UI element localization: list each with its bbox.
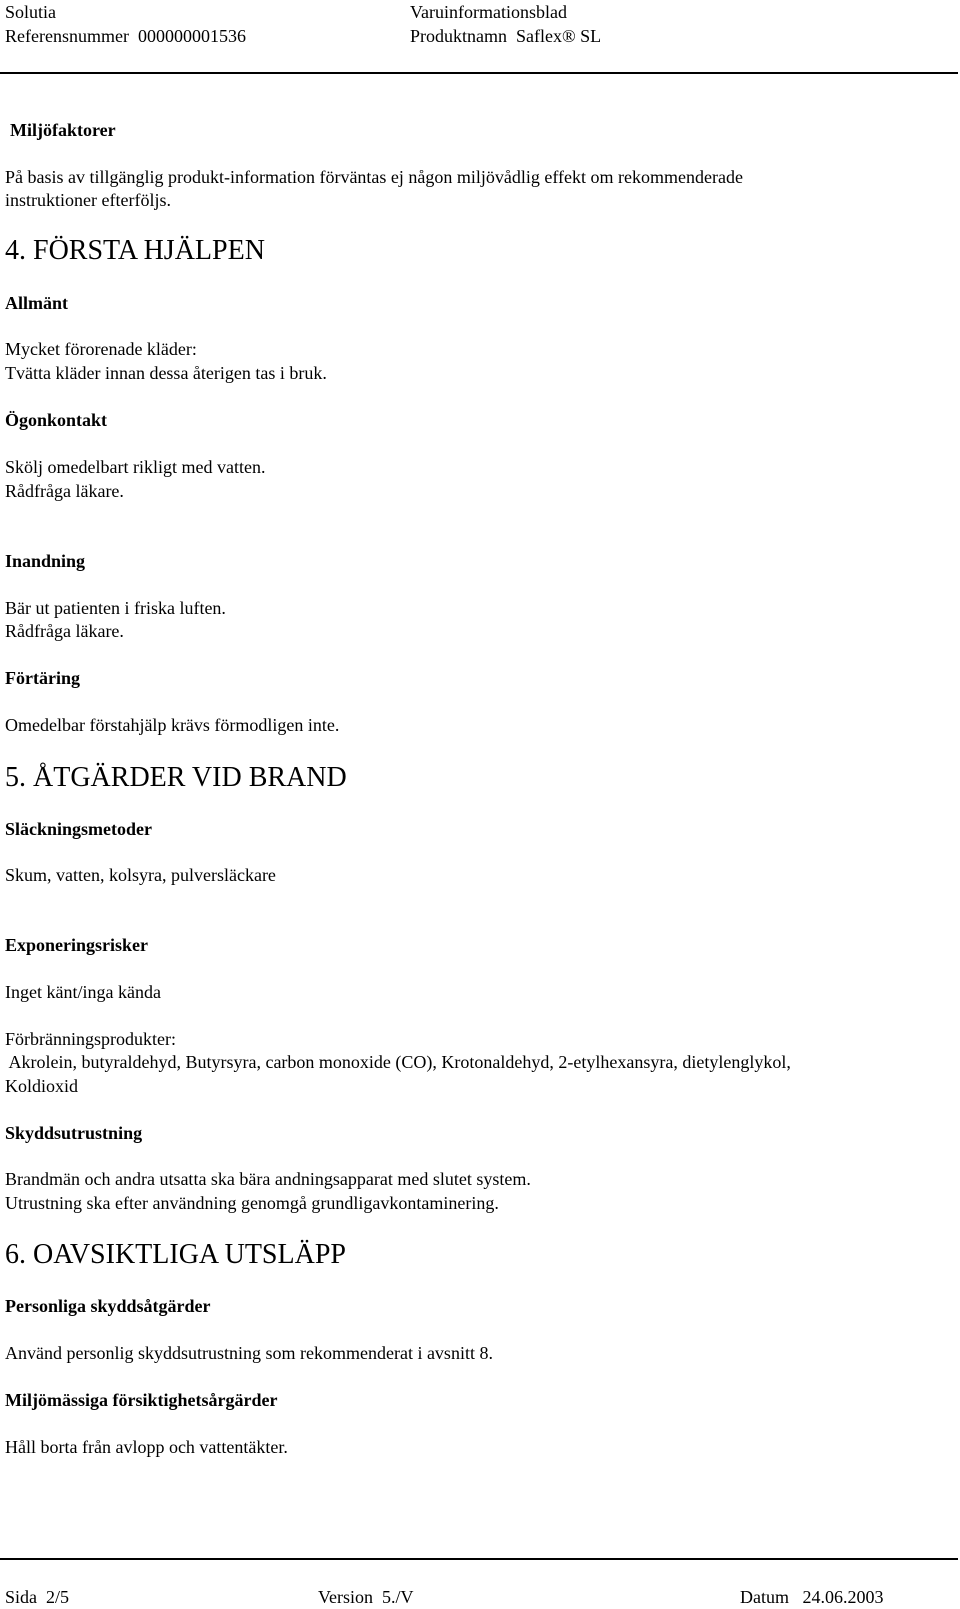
protective-equipment-heading: Skyddsutrustning (5, 1123, 143, 1143)
extinguishing-heading: Släckningsmetoder (5, 819, 153, 839)
footer-date-value: 24.06.2003 (802, 1587, 884, 1607)
footer-date-label: Datum (740, 1587, 789, 1607)
env-text-1: På basis av tillgänglig produkt-information förväntas ej någon miljövådlig effekt om rekommenderade (5, 167, 743, 187)
general-text-2: Tvätta kläder innan dessa återigen tas i bruk. (5, 363, 327, 383)
reference-number: 000000001536 (137, 26, 246, 46)
footer-version: Version 5./V (318, 1587, 414, 1607)
company-name: Solutia (5, 2, 57, 22)
reference-line (5, 24, 246, 48)
ingestion-text-1: Omedelbar förstahjälp krävs förmodligen inte. (5, 715, 340, 735)
inhalation-heading: Inandning (5, 551, 86, 571)
ingestion-heading: Förtäring (5, 668, 80, 688)
section-4-title: 4. FÖRSTA HJÄLPEN (5, 235, 265, 266)
product-label: Produktnamn (410, 26, 507, 46)
product-line (410, 24, 601, 48)
protective-equipment-text-2: Utrustning ska efter användning genomgå grundligavkontaminering. (5, 1193, 499, 1213)
exposure-text-4: Koldioxid (5, 1076, 79, 1096)
header-divider (0, 72, 958, 74)
eye-contact-text-1: Skölj omedelbart rikligt med vatten. (5, 457, 266, 477)
extinguishing-text-1: Skum, vatten, kolsyra, pulversläckare (5, 865, 276, 885)
inhalation-text-2: Rådfråga läkare. (5, 621, 124, 641)
personal-precautions-heading: Personliga skyddsåtgärder (5, 1296, 211, 1316)
section-6-title: 6. OAVSIKTLIGA UTSLÄPP (5, 1239, 346, 1270)
env-text-2: instruktioner efterföljs. (5, 190, 171, 210)
footer-page: Sida 2/5 (5, 1587, 70, 1607)
section-5-title: 5. ÅTGÄRDER VID BRAND (5, 762, 347, 793)
header-right (410, 0, 601, 48)
footer-divider (0, 1558, 958, 1560)
document-title: Varuinformationsblad (410, 2, 567, 22)
general-text-1: Mycket förorenade kläder: (5, 339, 197, 359)
exposure-text-1: Inget känt/inga kända (5, 982, 161, 1002)
exposure-heading: Exponeringsrisker (5, 935, 149, 955)
exposure-text-3: Akrolein, butyraldehyd, Butyrsyra, carbon monoxide (CO), Krotonaldehyd, 2-etylhexansyra, dietylenglykol, (5, 1052, 791, 1072)
footer-date (740, 1585, 884, 1609)
inhalation-text-1: Bär ut patienten i friska luften. (5, 598, 226, 618)
env-heading: Miljöfaktorer (10, 120, 116, 140)
general-heading: Allmänt (5, 293, 68, 313)
protective-equipment-text-1: Brandmän och andra utsatta ska bära andningsapparat med slutet system. (5, 1169, 531, 1189)
personal-precautions-text-1: Använd personlig skyddsutrustning som rekommenderat i avsnitt 8. (5, 1343, 493, 1363)
environmental-precautions-heading: Miljömässiga försiktighetsårgärder (5, 1390, 278, 1410)
product-name: Saflex® SL (516, 26, 602, 46)
eye-contact-text-2: Rådfråga läkare. (5, 481, 124, 501)
environmental-precautions-text-1: Håll borta från avlopp och vattentäkter. (5, 1437, 288, 1457)
header-left (5, 0, 246, 48)
eye-contact-heading: Ögonkontakt (5, 410, 108, 430)
reference-label: Referensnummer (5, 26, 129, 46)
exposure-text-2: Förbränningsprodukter: (5, 1029, 176, 1049)
